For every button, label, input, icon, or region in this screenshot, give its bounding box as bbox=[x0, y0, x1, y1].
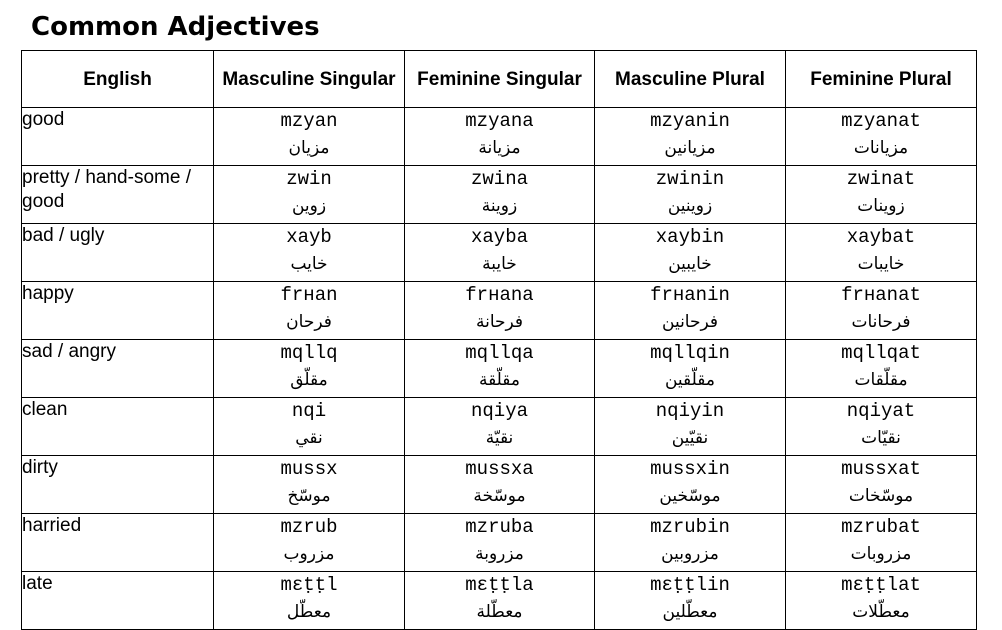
arabic-script: مقلّقات bbox=[854, 370, 908, 390]
page-title: Common Adjectives bbox=[31, 12, 320, 42]
table-row bbox=[22, 282, 977, 340]
arabic-script: خايبات bbox=[857, 254, 905, 274]
transliteration: xaybat bbox=[846, 226, 916, 248]
transliteration: mɛṭṭlat bbox=[841, 574, 921, 596]
transliteration: mzrubat bbox=[841, 516, 921, 538]
english-cell: dirty bbox=[22, 456, 214, 514]
arabic-script: معطّلين bbox=[662, 602, 718, 622]
table-row bbox=[22, 224, 977, 282]
form-cell bbox=[405, 572, 595, 630]
arabic-script: موسّخات bbox=[848, 486, 914, 506]
form-cell bbox=[214, 456, 405, 514]
english-cell: harried bbox=[22, 514, 214, 572]
form-cell bbox=[786, 456, 977, 514]
transliteration: mqllqa bbox=[465, 342, 534, 364]
transliteration: mqllqat bbox=[841, 342, 921, 364]
header-row bbox=[22, 51, 977, 108]
form-cell bbox=[214, 166, 405, 224]
table-row bbox=[22, 514, 977, 572]
adjectives-table bbox=[21, 50, 977, 630]
form-cell bbox=[595, 166, 786, 224]
header-masculine-singular: Masculine Singular bbox=[214, 51, 405, 108]
arabic-script: مقلّقة bbox=[478, 370, 521, 390]
form-cell bbox=[214, 398, 405, 456]
transliteration: xayb bbox=[286, 226, 332, 248]
transliteration: mussx bbox=[280, 458, 338, 480]
arabic-script: مزروبة bbox=[475, 544, 524, 564]
form-cell bbox=[214, 572, 405, 630]
arabic-script: نقيّات bbox=[861, 428, 901, 448]
table-row bbox=[22, 166, 977, 224]
form-cell bbox=[786, 340, 977, 398]
form-cell bbox=[214, 340, 405, 398]
arabic-script: فرحانة bbox=[475, 312, 524, 332]
transliteration: frʜanat bbox=[841, 284, 921, 306]
table-row bbox=[22, 572, 977, 630]
arabic-script: موسّخين bbox=[659, 486, 721, 506]
form-cell bbox=[786, 166, 977, 224]
form-cell bbox=[595, 456, 786, 514]
table-row bbox=[22, 456, 977, 514]
arabic-script: زوينات bbox=[857, 196, 905, 216]
form-cell bbox=[214, 224, 405, 282]
arabic-script: مقلّقين bbox=[664, 370, 715, 390]
transliteration: zwinat bbox=[846, 168, 916, 190]
arabic-script: زوينة bbox=[481, 196, 518, 216]
transliteration: frʜan bbox=[280, 284, 338, 306]
form-cell bbox=[405, 456, 595, 514]
arabic-script: فرحانات bbox=[851, 312, 911, 332]
arabic-script: مزروبات bbox=[850, 544, 912, 564]
form-cell bbox=[595, 398, 786, 456]
form-cell bbox=[786, 282, 977, 340]
arabic-script: مزيانات bbox=[853, 138, 909, 158]
arabic-script: مزروبين bbox=[661, 544, 719, 564]
transliteration: zwin bbox=[286, 168, 332, 190]
form-cell bbox=[786, 224, 977, 282]
transliteration: mɛṭṭla bbox=[465, 574, 534, 596]
arabic-script: موسّخ bbox=[287, 486, 331, 506]
form-cell bbox=[405, 224, 595, 282]
arabic-script: فرحانين bbox=[662, 312, 718, 332]
arabic-script: معطّلة bbox=[476, 602, 523, 622]
arabic-script: مزيانة bbox=[478, 138, 521, 158]
transliteration: mɛṭṭlin bbox=[650, 574, 730, 596]
form-cell bbox=[405, 166, 595, 224]
english-cell: bad / ugly bbox=[22, 224, 214, 282]
arabic-script: مزيان bbox=[288, 138, 330, 158]
table-row bbox=[22, 398, 977, 456]
transliteration: mzruba bbox=[465, 516, 534, 538]
transliteration: frʜana bbox=[465, 284, 534, 306]
transliteration: frʜanin bbox=[650, 284, 730, 306]
form-cell bbox=[595, 514, 786, 572]
arabic-script: موسّخة bbox=[473, 486, 526, 506]
arabic-script: زوين bbox=[291, 196, 327, 216]
header-feminine-plural: Feminine Plural bbox=[786, 51, 977, 108]
transliteration: zwinin bbox=[655, 168, 725, 190]
english-cell: clean bbox=[22, 398, 214, 456]
form-cell bbox=[595, 282, 786, 340]
form-cell bbox=[786, 514, 977, 572]
english-cell: sad / angry bbox=[22, 340, 214, 398]
transliteration: mɛṭṭl bbox=[280, 574, 338, 596]
form-cell bbox=[595, 340, 786, 398]
transliteration: mzyanat bbox=[841, 110, 921, 132]
transliteration: nqiya bbox=[470, 400, 528, 422]
transliteration: mzrub bbox=[280, 516, 338, 538]
form-cell bbox=[405, 108, 595, 166]
transliteration: mzrubin bbox=[650, 516, 730, 538]
arabic-script: زوينين bbox=[667, 196, 713, 216]
header-feminine-singular: Feminine Singular bbox=[405, 51, 595, 108]
form-cell bbox=[405, 282, 595, 340]
english-cell: late bbox=[22, 572, 214, 630]
form-cell bbox=[214, 514, 405, 572]
form-cell bbox=[214, 108, 405, 166]
arabic-script: نقيّة bbox=[485, 428, 514, 448]
arabic-script: خايبين bbox=[668, 254, 712, 274]
english-cell: good bbox=[22, 108, 214, 166]
transliteration: mzyanin bbox=[650, 110, 730, 132]
form-cell bbox=[786, 398, 977, 456]
form-cell bbox=[214, 282, 405, 340]
form-cell bbox=[786, 572, 977, 630]
header-english: English bbox=[22, 51, 214, 108]
english-cell: happy bbox=[22, 282, 214, 340]
transliteration: mussxa bbox=[465, 458, 534, 480]
transliteration: nqiyin bbox=[655, 400, 725, 422]
table-row bbox=[22, 108, 977, 166]
transliteration: xaybin bbox=[655, 226, 725, 248]
transliteration: nqiyat bbox=[846, 400, 916, 422]
transliteration: mzyan bbox=[280, 110, 338, 132]
form-cell bbox=[405, 514, 595, 572]
arabic-script: نقي bbox=[295, 428, 323, 448]
arabic-script: فرحان bbox=[286, 312, 332, 332]
form-cell bbox=[595, 572, 786, 630]
transliteration: nqi bbox=[291, 400, 327, 422]
arabic-script: نقيّين bbox=[671, 428, 709, 448]
arabic-script: خايبة bbox=[482, 254, 517, 274]
header-masculine-plural: Masculine Plural bbox=[595, 51, 786, 108]
transliteration: mqllqin bbox=[650, 342, 730, 364]
english-cell: pretty / hand-some / good bbox=[22, 166, 214, 224]
form-cell bbox=[595, 224, 786, 282]
transliteration: xayba bbox=[470, 226, 528, 248]
arabic-script: معطّلات bbox=[852, 602, 910, 622]
arabic-script: مزيانين bbox=[664, 138, 716, 158]
arabic-script: مزروب bbox=[283, 544, 335, 564]
table-row bbox=[22, 340, 977, 398]
transliteration: mqllq bbox=[280, 342, 338, 364]
arabic-script: معطّل bbox=[286, 602, 332, 622]
form-cell bbox=[786, 108, 977, 166]
transliteration: mzyana bbox=[465, 110, 534, 132]
transliteration: mussxin bbox=[650, 458, 730, 480]
arabic-script: خايب bbox=[290, 254, 328, 274]
form-cell bbox=[595, 108, 786, 166]
form-cell bbox=[405, 398, 595, 456]
arabic-script: مقلّق bbox=[290, 370, 328, 390]
transliteration: mussxat bbox=[841, 458, 921, 480]
transliteration: zwina bbox=[470, 168, 528, 190]
form-cell bbox=[405, 340, 595, 398]
